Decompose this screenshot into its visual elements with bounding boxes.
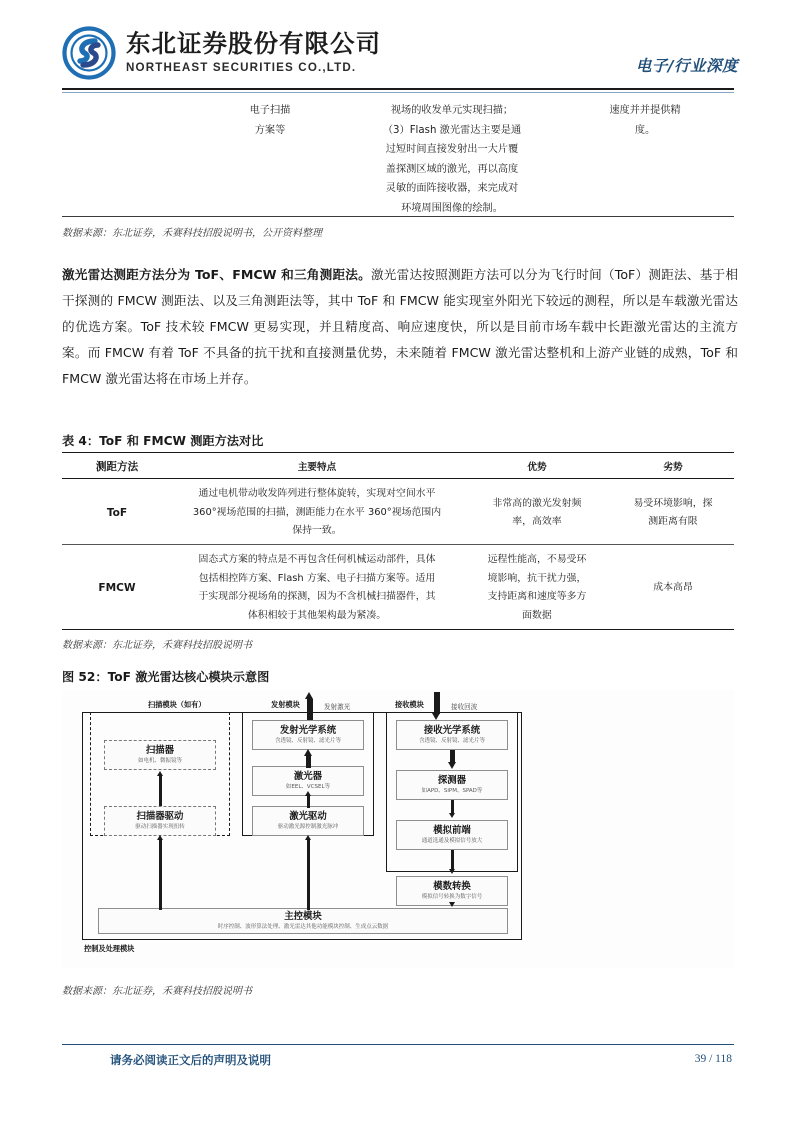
paragraph-body: 激光雷达按照测距方法可以分为飞行时间（ToF）测距法、基于相干探测的 FMCW 测距法、以及三角测距法等，其中 ToF 和 FMCW 能实现室外阳光下较远的测程，所以是车载激光雷达的优选方案。ToF 技术较 FMCW 更易实现，并且精度高、响应速度快，所以是目前市场车载中长距激光雷达的主流方案。而 FMCW 有着 ToF 不具备的抗干扰和直接测量优势，未来随着 FMCW 激光雷达整机和上游产业链的成熟，ToF 和 FMCW 激光雷达将在市场上并存。 bbox=[62, 267, 738, 386]
table4-header-feature: 主要特点 bbox=[297, 462, 337, 473]
continued-method-line: 方案等 bbox=[254, 124, 286, 136]
emit-laser-arrow-head bbox=[305, 692, 313, 699]
node-laser-driver-title: 激光驱动 bbox=[289, 810, 327, 822]
flow-label-emit-laser: 发射激光 bbox=[324, 703, 351, 711]
group-label-emit: 发射模块 bbox=[271, 700, 300, 709]
table4-row-disadvantage-line: 成本高昂 bbox=[653, 581, 693, 593]
continued-table bbox=[62, 92, 734, 219]
table4-row-advantage-line: 非常高的激光发射频 bbox=[492, 497, 582, 509]
figure52-diagram bbox=[62, 690, 734, 968]
table4-header-row bbox=[62, 455, 734, 477]
table-row bbox=[62, 484, 734, 542]
table4-row-disadvantage-line: 测距离有限 bbox=[648, 516, 698, 527]
table4 bbox=[62, 455, 734, 477]
analog-to-adc-arrow-shaft bbox=[451, 850, 454, 870]
footer-disclaimer: 请务必阅读正文后的声明及说明 bbox=[110, 1053, 271, 1067]
node-detector-sub: 如APD、SiPM、SPAD等 bbox=[421, 788, 483, 795]
table4-row-feature-line: 通过电机带动收发阵列进行整体旋转，实现对空间水平 bbox=[198, 488, 436, 500]
node-main-control-sub: 时序控制、波形算法处理、激光雷达其他功能模块控制、生成点云数据 bbox=[217, 924, 389, 931]
laser-to-optics-arrow-shaft bbox=[306, 756, 311, 768]
table4-header-advantage: 优势 bbox=[527, 462, 547, 473]
table4-row-advantage-line: 率，高效率 bbox=[512, 516, 562, 527]
node-laser-driver-sub: 驱动激光源控制激光脉冲 bbox=[277, 824, 339, 831]
node-adc-title: 模数转换 bbox=[433, 880, 471, 892]
control-to-laser-driver-head bbox=[305, 835, 311, 840]
driver-to-laser-arrow-shaft bbox=[307, 796, 310, 808]
node-recv-optics bbox=[396, 720, 508, 750]
table4-row-method: FMCW bbox=[98, 582, 136, 594]
node-adc-sub: 模拟信号转换为数字信号 bbox=[421, 894, 483, 901]
control-to-laser-driver-shaft bbox=[307, 840, 310, 910]
table4-header-rule bbox=[62, 478, 734, 479]
continued-advantage-line: 度。 bbox=[634, 124, 656, 136]
continued-feature-line: 灵敏的面阵接收器，来完成对 bbox=[385, 183, 519, 195]
table4-row-feature-line: 包括相控阵方案、Flash 方案、电子扫描方案等。适用 bbox=[198, 572, 436, 584]
group-label-receive: 接收模块 bbox=[395, 700, 424, 709]
company-logo bbox=[62, 26, 381, 80]
footer-divider bbox=[62, 1044, 734, 1045]
receive-echo-arrow-shaft bbox=[434, 692, 440, 714]
node-scanner-driver-title: 扫描器驱动 bbox=[136, 810, 184, 822]
continued-method-line: 电子扫描 bbox=[249, 105, 291, 116]
optics-to-detector-arrow-head bbox=[448, 762, 456, 769]
node-analog-front bbox=[396, 820, 508, 850]
node-laser-title: 激光器 bbox=[293, 770, 323, 782]
continued-feature-line: （3）Flash 激光雷达主要是通 bbox=[382, 124, 522, 136]
table4-row-disadvantage-line: 易受环境影响，探 bbox=[633, 497, 713, 509]
header-divider-primary bbox=[62, 88, 734, 90]
continued-advantage-line: 速度并并提供精 bbox=[609, 105, 681, 116]
continued-feature-line: 过短时间直接发射出一大片覆 bbox=[385, 144, 519, 156]
node-detector bbox=[396, 770, 508, 800]
continued-table-bottom-rule bbox=[62, 216, 734, 217]
node-recv-optics-sub: 含透镜、反射镜、滤光片等 bbox=[418, 738, 485, 745]
node-emit-optics-sub: 含透镜、反射镜、滤光片等 bbox=[274, 738, 341, 745]
flow-label-receive-echo: 接收回波 bbox=[451, 703, 478, 711]
continued-table-source: 数据来源：东北证券，禾赛科技招股说明书，公开资料整理 bbox=[62, 228, 322, 239]
node-scanner-title: 扫描器 bbox=[145, 744, 175, 756]
analog-to-adc-arrow-head bbox=[449, 869, 455, 874]
scanner-driver-arrow-shaft bbox=[159, 776, 162, 806]
node-laser-driver bbox=[252, 806, 364, 836]
table4-row-feature-line: 保持一致。 bbox=[292, 525, 342, 537]
node-detector-title: 探测器 bbox=[437, 774, 467, 786]
continued-feature-line: 视场的收发单元实现扫描； bbox=[390, 105, 514, 116]
body-paragraph bbox=[62, 262, 738, 392]
scanner-driver-arrow-head bbox=[157, 771, 163, 776]
table4-row-advantage-line: 境影响，抗干扰力强， bbox=[487, 572, 587, 584]
figure52-title: 图 52：ToF 激光雷达核心模块示意图 bbox=[62, 670, 270, 684]
northeast-securities-logo-icon bbox=[62, 26, 116, 80]
table4-header-method: 测距方法 bbox=[95, 460, 139, 473]
table4-row-advantage-line: 远程性能高，不易受环 bbox=[487, 554, 587, 565]
table4-top-rule bbox=[62, 452, 734, 453]
paragraph-lead: 激光雷达测距方法分为 ToF、FMCW 和三角测距法。 bbox=[62, 267, 371, 282]
node-scanner-driver-sub: 驱动扫描器实现扭转 bbox=[135, 824, 185, 831]
detector-to-analog-arrow-shaft bbox=[451, 800, 454, 814]
node-laser-sub: 如EEL、VCSEL等 bbox=[285, 784, 331, 791]
node-emit-optics bbox=[252, 720, 364, 750]
group-label-control: 控制及处理模块 bbox=[84, 944, 135, 953]
node-analog-front-title: 模拟前端 bbox=[433, 824, 471, 836]
continued-feature-line: 盖探测区域的激光，再以高度 bbox=[385, 163, 519, 175]
logo-chinese-name: 东北证券股份有限公司 bbox=[126, 29, 381, 59]
table4-bottom-rule bbox=[62, 629, 734, 630]
node-scanner bbox=[104, 740, 216, 770]
table4-row-advantage-line: 面数据 bbox=[522, 609, 552, 621]
node-emit-optics-title: 发射光学系统 bbox=[279, 724, 337, 736]
table4-row-feature-line: 体积相较于其他架构最为紧凑。 bbox=[247, 609, 387, 621]
footer-page-number: 39 / 118 bbox=[694, 1053, 732, 1065]
table4-row-advantage-line: 支持距离和速度等多方 bbox=[487, 591, 587, 602]
table4-row-feature-line: 360°视场范围的扫描，测距能力在水平 360°视场范围内 bbox=[192, 506, 442, 518]
table4-source: 数据来源：东北证券，禾赛科技招股说明书 bbox=[62, 640, 252, 651]
node-recv-optics-title: 接收光学系统 bbox=[423, 724, 481, 736]
control-to-scanner-driver-head bbox=[157, 835, 163, 840]
control-to-scanner-driver-shaft bbox=[159, 840, 162, 910]
table4-row-rule bbox=[62, 544, 734, 545]
logo-english-name: NORTHEAST SECURITIES CO.,LTD. bbox=[126, 60, 357, 74]
table4-header-disadvantage: 劣势 bbox=[663, 462, 683, 473]
group-label-scan: 扫描模块（如有） bbox=[148, 700, 206, 709]
detector-to-analog-arrow-head bbox=[449, 813, 455, 818]
table4-row-feature-line: 于实现部分视场角的探测，因为不含机械扫描器件，其 bbox=[198, 591, 436, 602]
node-analog-front-sub: 通道选通及模拟信号放大 bbox=[421, 838, 483, 845]
laser-to-optics-arrow-head bbox=[304, 749, 312, 756]
table4-row-method: ToF bbox=[106, 507, 128, 519]
table4-row-feature-line: 固态式方案的特点是不再包含任何机械运动部件，具体 bbox=[198, 554, 436, 565]
table4-title: 表 4：ToF 和 FMCW 测距方法对比 bbox=[62, 434, 264, 448]
node-main-control-title: 主控模块 bbox=[284, 910, 322, 922]
continued-feature-line: 环境周围图像的绘制。 bbox=[401, 202, 503, 214]
page-header bbox=[0, 0, 794, 92]
figure52-source: 数据来源：东北证券，禾赛科技招股说明书 bbox=[62, 986, 252, 997]
driver-to-laser-arrow-head bbox=[305, 791, 311, 796]
adc-to-control-arrow-head bbox=[449, 902, 455, 907]
node-main-control bbox=[98, 908, 508, 934]
report-category: 电子/行业深度 bbox=[635, 57, 738, 75]
table-row bbox=[62, 549, 734, 627]
node-scanner-sub: 如电机、微振镜等 bbox=[137, 758, 182, 765]
node-scanner-driver bbox=[104, 806, 216, 836]
